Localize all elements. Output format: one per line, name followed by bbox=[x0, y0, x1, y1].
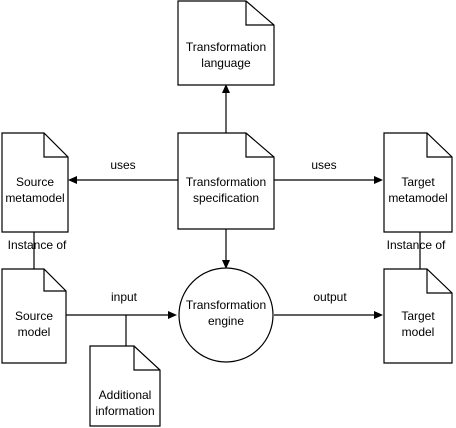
node-additional-information bbox=[90, 346, 160, 426]
edge-spec-to-language bbox=[222, 84, 230, 133]
edge-spec-to-engine bbox=[222, 229, 230, 269]
node-label-line2: model bbox=[401, 325, 435, 339]
node-target-model bbox=[384, 269, 452, 363]
node-label-line2: information bbox=[95, 404, 155, 418]
node-label-line2: metamodel bbox=[388, 191, 448, 205]
node-label-line1: Target bbox=[401, 175, 435, 189]
node-source-metamodel bbox=[2, 133, 68, 232]
node-label-line1: Source bbox=[15, 175, 55, 189]
node-label-line1: Target bbox=[401, 309, 435, 323]
edge-output bbox=[274, 311, 383, 319]
node-label-line2: specification bbox=[192, 191, 260, 205]
node-target-metamodel bbox=[384, 133, 452, 232]
node-label-line2: metamodel bbox=[5, 191, 65, 205]
edge-label-input: input bbox=[110, 290, 138, 304]
edge-input bbox=[66, 311, 177, 319]
node-transformation-engine bbox=[179, 268, 273, 362]
node-label-line2: language bbox=[201, 56, 251, 70]
edge-uses-left bbox=[68, 176, 178, 184]
edge-label-instance-of-left: Instance of bbox=[7, 238, 67, 252]
edge-label-uses-left: uses bbox=[110, 158, 136, 172]
node-label-line1: Additional bbox=[98, 388, 152, 402]
node-label-line1: Transformation bbox=[185, 175, 267, 189]
node-label-line1: Transformation bbox=[185, 40, 267, 54]
node-label-line1: Source bbox=[14, 309, 54, 323]
node-label-line2: model bbox=[17, 325, 51, 339]
edge-label-uses-right: uses bbox=[311, 158, 337, 172]
edge-uses-right bbox=[274, 176, 383, 184]
node-transformation-specification bbox=[178, 133, 274, 229]
edge-label-instance-of-right: Instance of bbox=[386, 238, 446, 252]
node-source-model bbox=[2, 269, 66, 363]
node-label-line2: engine bbox=[207, 314, 245, 328]
node-transformation-language bbox=[178, 1, 274, 85]
edge-label-output: output bbox=[313, 290, 347, 304]
node-label-line1: Transformation bbox=[185, 298, 267, 312]
